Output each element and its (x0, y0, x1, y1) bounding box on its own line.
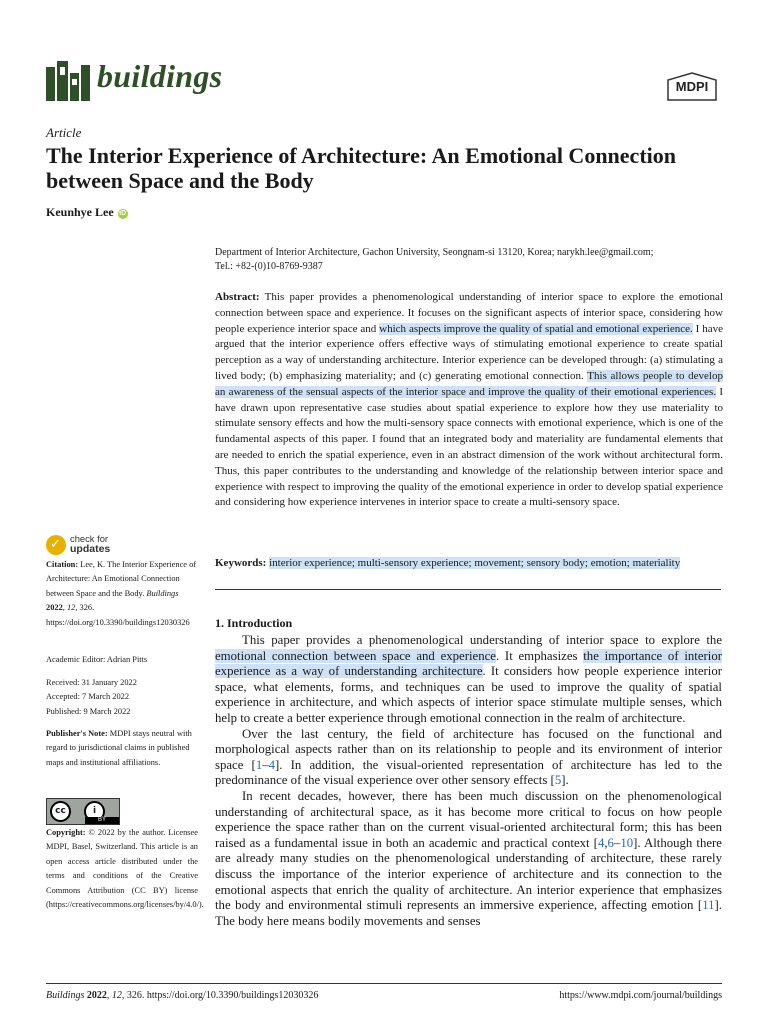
footer-doi[interactable]: , 326. https://doi.org/10.3390/buildings12030326 (121, 990, 319, 1001)
abstract-text-1: This paper provides a phenomenological understanding of interior space to explore the emotional connection between space and experience. It focuses on the significant aspects of interior space, considering how people experience interior space and (215, 291, 723, 335)
check-for-label[interactable]: check for (70, 533, 109, 544)
keywords-label: Keywords: (215, 557, 267, 569)
journal-name: buildings (97, 58, 223, 94)
citation-link[interactable]: 6 (607, 835, 614, 850)
abstract-highlight-2[interactable]: This allows people to develop an awareness of the sensual aspects of the interior space and improve the quality of their emotional experiences. (215, 369, 723, 398)
citation-year: 2022 (46, 603, 63, 613)
footer-journal-url[interactable]: https://www.mdpi.com/journal/buildings (559, 990, 722, 1001)
footer-volume: , 12 (106, 990, 122, 1001)
abstract-text-3: I have drawn upon representative case studies about spatial experience to explore how they use materiality to stimulate sensory effects and how the multi-sensory space connects with emotional experience, which is one of the fundamental aspects of this paper. I found that an integrated body and materiality are fundamental elements that are needed to enrich the spatial experience, even in an abstract dimension of the work without architectural form. Thus, this paper contributes to the understanding and knowledge of the relationship between interior space and experience with respect to improving the quality of the emotional experience in order to develop spatial experience and considering how experience intervenes in interior space to create a multi-sensory space. (215, 385, 723, 509)
copyright-block (46, 826, 204, 912)
citation-text: Lee, K. The Interior Experience of Architecture: An Emotional Connection between Space and the Body. (46, 560, 197, 598)
article-type-label: Article (46, 125, 82, 140)
abstract-label: Abstract: (215, 291, 260, 303)
publishers-note (46, 727, 198, 770)
publishers-note-label: Publisher's Note: (46, 729, 108, 738)
text-span: . It emphasizes (495, 648, 584, 663)
text-span: ]. The body here means bodily movements and senses (215, 898, 722, 928)
text-span: – (613, 835, 621, 850)
accepted-date: Accepted: 7 March 2022 (46, 692, 130, 702)
affiliation-line-1: Department of Interior Architecture, Gachon University, Seongnam-si 13120, Korea; narykh.lee@gmail.com; (215, 247, 654, 258)
cc-by-license-badge[interactable] (46, 798, 120, 825)
copyright-text: © 2022 by the author. Licensee MDPI, Basel, Switzerland. This article is an open access article distributed under the terms and conditions of the Creative Commons Attribution (CC BY) license (https://creativecommons.org/licenses/by/4.0/). (46, 828, 204, 910)
text-span: Over the last century, the field of architecture has focused on the functional and morphological aspects rather than on its relationship to people and its environment of interior space [ (215, 726, 722, 772)
footer-divider (46, 983, 722, 984)
text-span: In recent decades, however, there has been much discussion on the phenomenological understanding of architectural space, as it has become more critical to focus on how people experience the space rather than on the current visual-oriented architectural form; this has been raised as a fundamental issue in both an academic and practical context [ (215, 788, 722, 850)
text-span: . It considers how people experience interior space, what elements, forms, and techniques can be used to improve the quality of spatial experience in architecture, and which aspects of interior space stimulate multiple senses, which help to create a better experience through emotional connection in the realm of architecture. (215, 664, 722, 725)
academic-editor: Academic Editor: Adrian Pitts (46, 655, 148, 664)
text-span: This paper provides a phenomenological understanding of interior space to explore the (242, 633, 722, 647)
text-span: ]. (561, 773, 569, 788)
abstract-highlight-1[interactable]: which aspects improve the quality of spatial and emotional experience. (379, 322, 693, 335)
citation-link[interactable]: 11 (702, 898, 715, 913)
citation-block (46, 558, 198, 630)
checkmark-icon: ✓ (50, 537, 61, 552)
citation-label: Citation: (46, 560, 79, 569)
author-line (46, 205, 128, 220)
footer-citation (46, 990, 318, 1001)
citation-journal: Buildings (146, 588, 179, 598)
section-heading-introduction: 1. Introduction (215, 616, 293, 630)
abstract (215, 290, 723, 511)
footer-journal: Buildings (46, 990, 85, 1001)
copyright-label: Copyright: (46, 828, 86, 837)
publishers-note-text: MDPI stays neutral with regard to jurisdictional claims in published maps and institutional affiliations. (46, 729, 192, 767)
citation-link[interactable]: 4 (268, 757, 276, 772)
citation-volume: , 12 (62, 603, 76, 613)
intro-paragraph-1 (215, 633, 722, 727)
citation-link[interactable]: 5 (554, 773, 562, 788)
citation-link[interactable]: 10 (620, 835, 634, 850)
mdpi-logo-text: MDPI (675, 79, 709, 94)
affiliation-line-2: Tel.: +82-(0)10-8769-9387 (215, 261, 323, 272)
cc-icon: cc (50, 801, 71, 822)
intro-paragraph-2 (215, 727, 722, 789)
citation-doi[interactable]: , 326. https://doi.org/10.3390/buildings12030326 (46, 603, 190, 627)
by-label: BY (85, 817, 119, 824)
citation-link[interactable]: 4 (597, 835, 605, 850)
keywords (215, 556, 723, 571)
buildings-logo (46, 61, 90, 101)
text-span: ]. Although there are already many studies on the phenomenological understanding of architecture, these rarely discuss the importance of the interior experience of architecture and its connection to the emotional aspects that enrich the quality of architecture. An interior experience that emphasizes the body and environmental stimuli represents an immersive experience, affecting emotion [ (215, 835, 722, 913)
intro-paragraph-3 (215, 789, 722, 929)
orcid-icon[interactable]: iD (119, 210, 127, 217)
dates-block (46, 676, 198, 719)
text-span: , (604, 835, 608, 850)
intro-highlight-2[interactable]: the importance of interior experience as a way of understanding architecture (215, 648, 722, 679)
abstract-text-2: I have argued that the interior experience offers effective ways of stimulating emotional experience to create spatial perception as a way of understanding architecture. Interior experience can be developed through: (a) stimulating a lived body; (b) emphasizing materiality; and (c) generating emotional connection. (215, 322, 723, 382)
footer-year: 2022 (84, 990, 107, 1001)
intro-highlight-1[interactable]: emotional connection between space and experience (215, 648, 496, 663)
article-title: The Interior Experience of Architecture: An Emotional Connection between Space and the Body (46, 143, 676, 193)
introduction-body (215, 633, 722, 929)
citation-link[interactable]: 1 (255, 757, 263, 772)
text-span: – (262, 757, 269, 772)
abstract-divider (215, 589, 721, 590)
published-date: Published: 9 March 2022 (46, 706, 131, 716)
author-name: Keunhye Lee (46, 205, 114, 219)
affiliation (215, 246, 725, 274)
attribution-icon: i (84, 801, 105, 822)
keywords-text[interactable]: interior experience; multi-sensory experience; movement; sensory body; emotion; materiality (269, 557, 681, 569)
text-span: ]. In addition, the visual-oriented representation of architecture has led to the predominance of the visual experience over other sensory effects [ (215, 757, 722, 788)
received-date: Received: 31 January 2022 (46, 678, 137, 687)
updates-label[interactable]: updates (70, 543, 111, 555)
